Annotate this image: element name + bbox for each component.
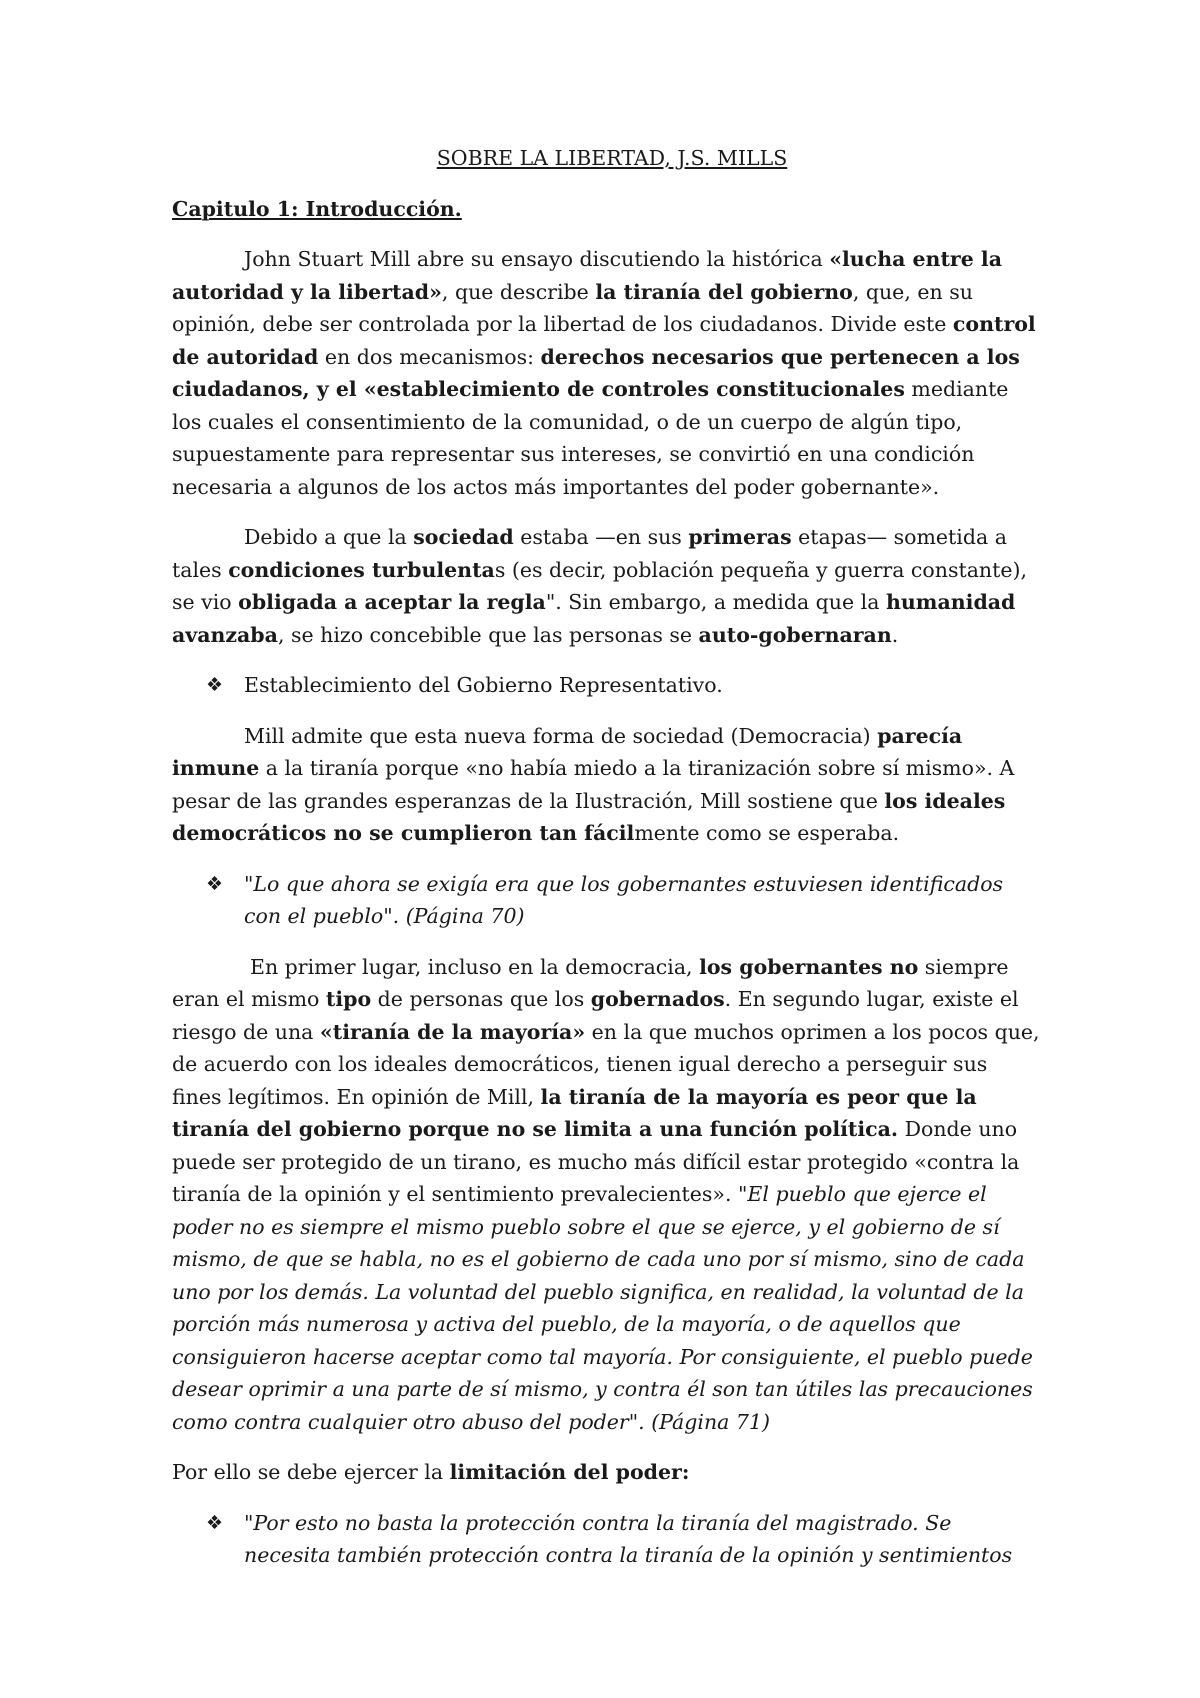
bullet-item-1 [172,669,1040,702]
bold-run: humanidad avanzaba [172,590,1016,647]
bullet-text: Establecimiento del Gobierno Representativo. [244,673,723,697]
text-run: siempre eran el mismo [172,954,1009,1011]
bold-run: «tiranía de la mayoría» [319,1019,586,1044]
text-run: John Stuart Mill abre su ensayo discutiendo la histórica [244,247,830,271]
bullet-item-2 [172,868,1040,933]
text-run: mente como se esperaba. [634,821,900,845]
text-run: En primer lugar, incluso en la democracia, [250,954,700,979]
text-run: de personas que los [371,987,591,1011]
diamond-bullet-icon: ❖ [206,674,224,696]
bold-run: primeras [688,525,792,549]
diamond-bullet-icon: ❖ [206,1511,224,1534]
bullet-quote: "Por esto no basta la protección contra la tiranía del magistrado. Se necesita también protección contra la tiranía de la opinión y sentimientos [244,1510,1013,1567]
italic-quote: "El pueblo que ejerce el poder no es siempre el mismo pueblo sobre el que se ejerce, y el gobierno de sí mismo, de que se habla, no es el gobierno de cada uno por sí mismo, sino de cada uno por los demás. La voluntad del pueblo significa, en realidad, la voluntad de la porción más numerosa y activa del pueblo, de la mayoría, o de aquellos que consiguieron hacerse aceptar como tal mayoría. Por consiguiente, el pueblo puede desear oprimir a una parte de sí mismo, y contra él son tan útiles las precauciones como contra cualquier otro abuso del poder". (Página 71) [172,1182,1033,1434]
text-run: s (es decir, población pequeña y guerra constante), se vio [172,557,1028,614]
bold-run: limitación del poder: [449,1460,690,1484]
text-run: , que describe [441,279,596,304]
bold-run: control de autoridad [172,312,1036,369]
bold-run: la tiranía de la mayoría es peor que la tiranía del gobierno porque no se limita a una función política. [172,1084,977,1141]
bold-run: parecía inmune [172,723,963,780]
bold-run: «lucha entre la autoridad y la libertad» [172,247,1002,304]
paragraph-1 [172,243,1040,503]
text-run: en dos mecanismos: [318,344,541,369]
text-run: , que, en su opinión, debe ser controlada por la libertad de los ciudadanos. Divide este [172,279,973,336]
text-run: . [891,622,899,647]
bullet-quote: "Lo que ahora se exigía era que los gobernantes estuviesen identificados con el pueblo". (Página 70) [244,871,1004,928]
text-run: Por ello se debe ejercer la [172,1460,450,1484]
paragraph-2 [172,521,1040,651]
bullet-item-3 [172,1507,1040,1572]
bold-run: obligada a aceptar la regla [238,590,546,614]
paragraph-5 [172,1456,1040,1489]
text-run: etapas— sometida a tales [172,525,1007,582]
text-run: Mill admite que esta nueva forma de sociedad (Democracia) [244,723,878,748]
bold-run: sociedad [413,525,514,549]
bold-run: auto-gobernaran [698,622,892,647]
chapter-heading: Capitulo 1: Introducción. [172,196,462,221]
text-run: estaba —en sus [513,525,689,549]
text-run: a la tiranía porque «no había miedo a la tiranización sobre sí mismo». A pesar de las grandes esperanzas de la Ilustración, Mill sostiene que [172,756,1015,813]
text-run: . En segundo lugar, existe el riesgo de una [172,987,1019,1044]
document-title: SOBRE LA LIBERTAD, J.S. MILLS [436,146,788,170]
bold-run: los gobernantes no [699,954,919,979]
bold-run: tipo [325,987,372,1011]
text-run: ". Sin embargo, a medida que la [545,590,886,614]
bold-run: derechos necesarios que pertenecen a los ciudadanos, y el «establecimiento de controles constitucionales [172,344,1020,401]
diamond-bullet-icon: ❖ [206,872,224,895]
text-run: Debido a que la [244,525,414,549]
text-run: en la que muchos oprimen a los pocos que, de acuerdo con los ideales democráticos, tienen igual derecho a perseguir sus fines legítimos. En opinión de Mill, [172,1019,1040,1109]
text-run: mediante los cuales el consentimiento de la comunidad, o de un cuerpo de algún tipo, supuestamente para representar sus intereses, se convirtió en una condición necesaria a algunos de los actos más importantes del poder gobernante». [172,377,1009,499]
text-run: , se hizo concebible que las personas se [277,622,699,647]
bold-run: los ideales democráticos no se cumplieron tan fácil [172,788,1006,845]
paragraph-4 [172,951,1040,1439]
paragraph-3 [172,720,1040,850]
bold-run: condiciones turbulenta [228,557,495,582]
bold-run: la tiranía del gobierno [595,279,853,304]
bold-run: gobernados [590,987,725,1011]
text-run: Donde uno puede ser protegido de un tirano, es mucho más difícil estar protegido «contra la tiranía de la opinión y el sentimiento prevalecientes». [172,1117,1020,1206]
